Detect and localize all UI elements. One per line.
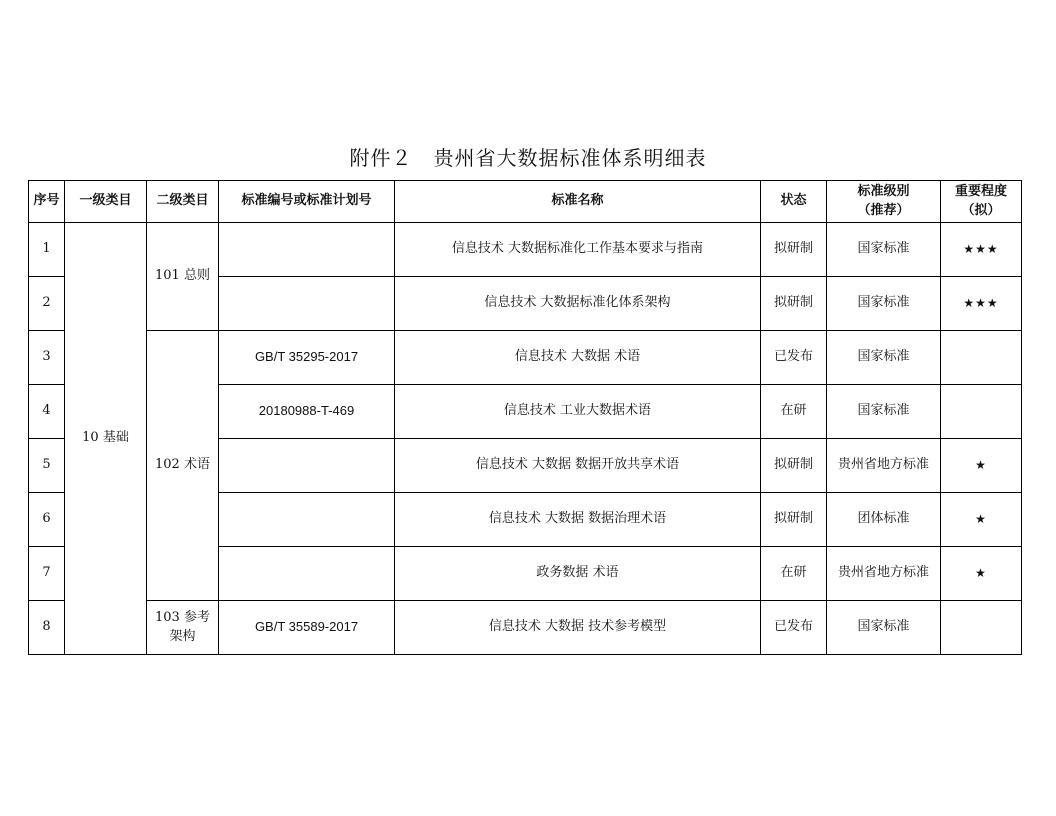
level2-category-103 xyxy=(147,601,219,655)
row-status: 拟研制 xyxy=(761,277,827,331)
row-status: 拟研制 xyxy=(761,439,827,493)
row-status: 拟研制 xyxy=(761,223,827,277)
table-row xyxy=(29,331,1022,385)
row-importance: ★ xyxy=(941,439,1022,493)
row-seq: 7 xyxy=(29,547,65,601)
page-title: 附件２ 贵州省大数据标准体系明细表 xyxy=(349,146,707,170)
row-code xyxy=(219,547,395,601)
row-importance: ★★★ xyxy=(941,277,1022,331)
row-name: 信息技术 大数据标准化工作基本要求与指南 xyxy=(395,223,761,277)
row-status: 已发布 xyxy=(761,331,827,385)
row-importance xyxy=(941,601,1022,655)
level2-103-line2: 架构 xyxy=(169,628,196,644)
header-importance-line2: （拟） xyxy=(961,202,1001,218)
header-grade-line1: 标准级别 xyxy=(857,183,910,199)
row-code xyxy=(219,439,395,493)
level2-category-102: 102 术语 xyxy=(147,331,219,601)
row-grade: 贵州省地方标准 xyxy=(827,547,941,601)
header-importance xyxy=(941,181,1022,223)
row-grade: 国家标准 xyxy=(827,277,941,331)
row-seq: 2 xyxy=(29,277,65,331)
row-status: 在研 xyxy=(761,547,827,601)
header-importance-line1: 重要程度 xyxy=(954,183,1007,199)
row-seq: 3 xyxy=(29,331,65,385)
row-code: GB/T 35295-2017 xyxy=(219,331,395,385)
standards-table xyxy=(28,180,1022,655)
row-status: 在研 xyxy=(761,385,827,439)
row-name: 信息技术 大数据标准化体系架构 xyxy=(395,277,761,331)
row-importance xyxy=(941,385,1022,439)
row-code xyxy=(219,223,395,277)
row-grade: 团体标准 xyxy=(827,493,941,547)
row-seq: 6 xyxy=(29,493,65,547)
row-name: 信息技术 工业大数据术语 xyxy=(395,385,761,439)
row-code: GB/T 35589-2017 xyxy=(219,601,395,655)
row-grade: 国家标准 xyxy=(827,223,941,277)
row-importance: ★ xyxy=(941,547,1022,601)
row-seq: 8 xyxy=(29,601,65,655)
row-name: 信息技术 大数据 术语 xyxy=(395,331,761,385)
row-name: 信息技术 大数据 技术参考模型 xyxy=(395,601,761,655)
row-importance: ★ xyxy=(941,493,1022,547)
row-grade: 国家标准 xyxy=(827,331,941,385)
row-seq: 1 xyxy=(29,223,65,277)
row-code xyxy=(219,277,395,331)
level2-category-101: 101 总则 xyxy=(147,223,219,331)
row-grade: 国家标准 xyxy=(827,601,941,655)
header-grade-line2: （推荐） xyxy=(857,202,910,218)
header-seq: 序号 xyxy=(29,181,65,223)
row-importance: ★★★ xyxy=(941,223,1022,277)
header-code: 标准编号或标准计划号 xyxy=(219,181,395,223)
level2-103-line1: 103 参考 xyxy=(155,609,210,625)
row-code: 20180988-T-469 xyxy=(219,385,395,439)
header-level1: 一级类目 xyxy=(65,181,147,223)
row-name: 信息技术 大数据 数据开放共享术语 xyxy=(395,439,761,493)
row-code xyxy=(219,493,395,547)
row-seq: 5 xyxy=(29,439,65,493)
row-grade: 国家标准 xyxy=(827,385,941,439)
table-row xyxy=(29,601,1022,655)
header-name: 标准名称 xyxy=(395,181,761,223)
row-seq: 4 xyxy=(29,385,65,439)
header-row xyxy=(29,181,1022,223)
row-status: 已发布 xyxy=(761,601,827,655)
row-grade: 贵州省地方标准 xyxy=(827,439,941,493)
row-name: 信息技术 大数据 数据治理术语 xyxy=(395,493,761,547)
row-status: 拟研制 xyxy=(761,493,827,547)
header-level2: 二级类目 xyxy=(147,181,219,223)
header-grade xyxy=(827,181,941,223)
header-status: 状态 xyxy=(761,181,827,223)
row-importance xyxy=(941,331,1022,385)
row-name: 政务数据 术语 xyxy=(395,547,761,601)
level1-category: 10 基础 xyxy=(65,223,147,655)
table-row xyxy=(29,223,1022,277)
